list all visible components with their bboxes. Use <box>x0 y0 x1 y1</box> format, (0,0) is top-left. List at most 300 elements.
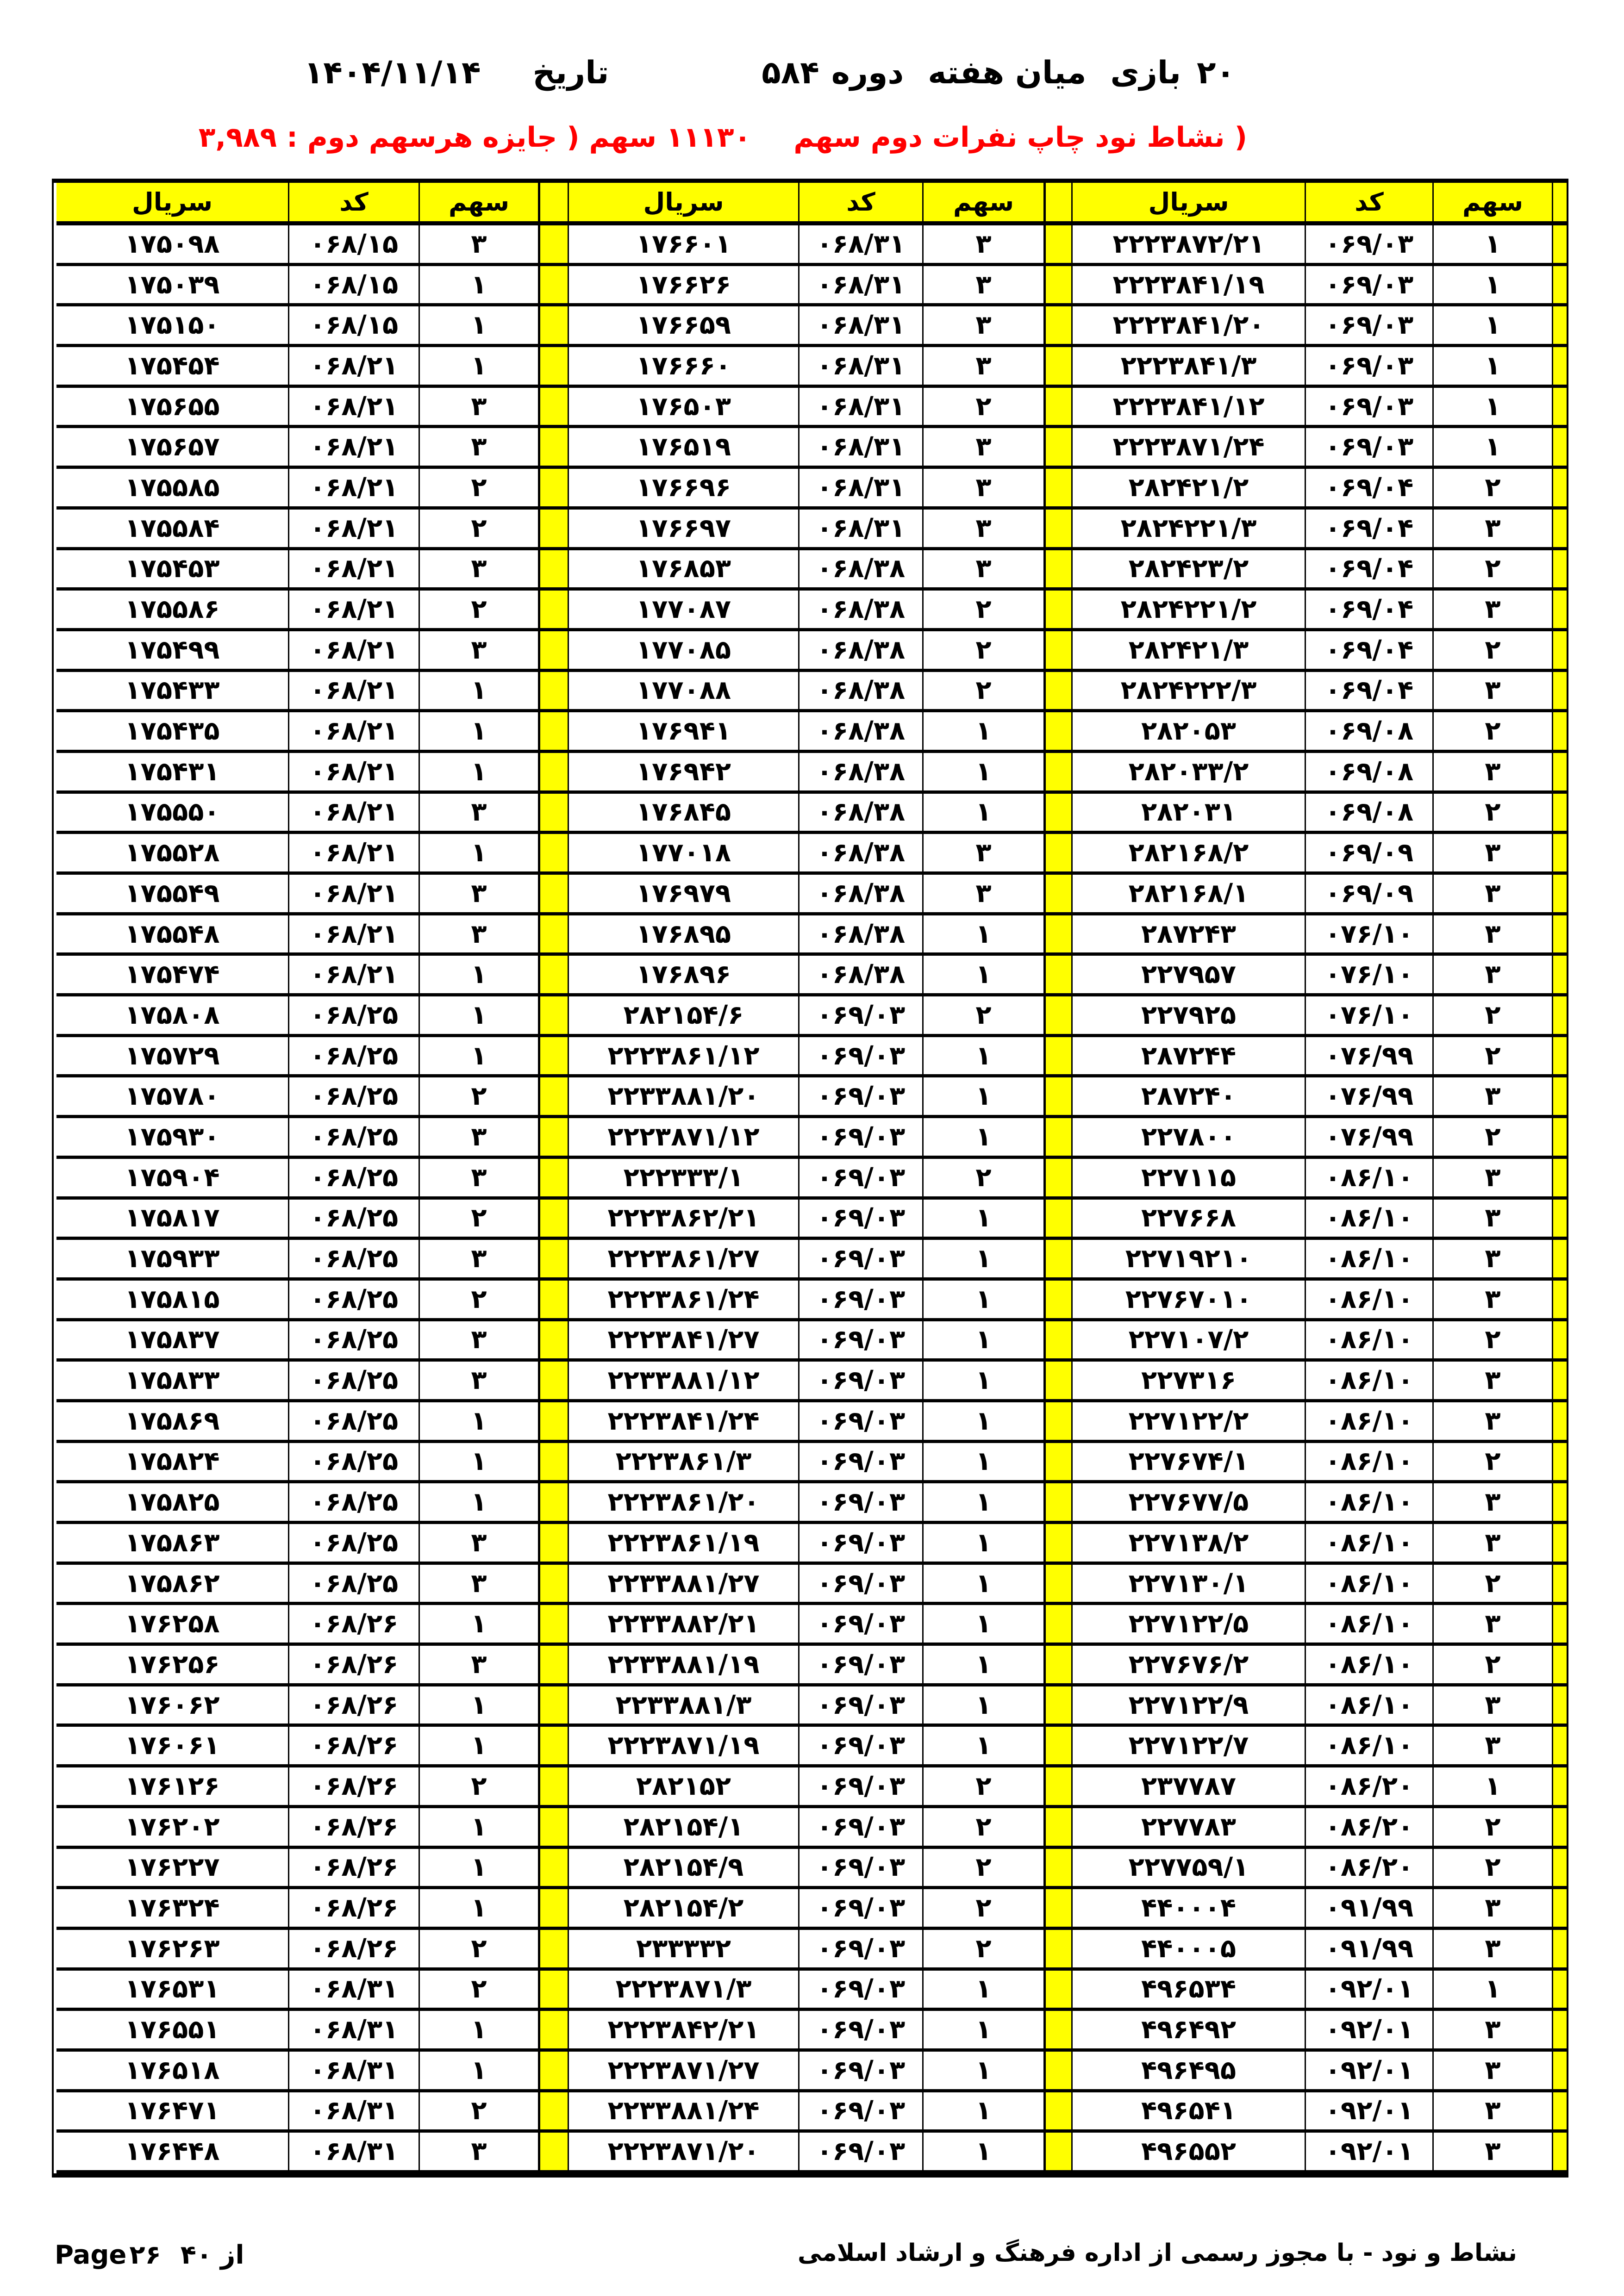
g1-share-cell: ۱ <box>1432 306 1552 347</box>
g2-serial-cell: ۲۲۲۳۸۴۱/۲۴ <box>568 1402 798 1443</box>
g2-code-cell: ۰۶۹/۰۳ <box>798 1200 922 1240</box>
page-of-label: از <box>220 2240 244 2270</box>
g1-share-cell: ۱ <box>1432 1767 1552 1808</box>
g1-code-cell: ۰۹۱/۹۹ <box>1305 1930 1432 1971</box>
g3-code-cell: ۰۶۸/۲۵ <box>288 1037 418 1078</box>
g2-code-cell: ۰۶۹/۰۳ <box>798 1889 922 1930</box>
g3-code-cell: ۰۶۸/۲۱ <box>288 875 418 915</box>
group-separator <box>1043 1524 1071 1565</box>
right-yellow-strip <box>1552 550 1567 591</box>
g3-code-cell: ۰۶۸/۲۶ <box>288 1605 418 1646</box>
g2-code-cell: ۰۶۹/۰۳ <box>798 2052 922 2092</box>
g2-share-cell: ۱ <box>922 1281 1043 1321</box>
g1-code-cell: ۰۶۹/۰۹ <box>1305 875 1432 915</box>
g2-code-cell: ۰۶۹/۰۳ <box>798 1281 922 1321</box>
g3-share-cell: ۱ <box>418 1889 538 1930</box>
g1-code-cell: ۰۸۶/۱۰ <box>1305 1321 1432 1362</box>
g1-serial-cell: ۲۸۲۰۳۳/۲ <box>1071 753 1305 794</box>
g2-serial-cell: ۱۷۶۹۴۱ <box>568 712 798 753</box>
g2-code-cell: ۰۶۹/۰۳ <box>798 1565 922 1605</box>
g1-code-cell: ۰۷۶/۹۹ <box>1305 1118 1432 1159</box>
g1-share-cell: ۱ <box>1432 1971 1552 2011</box>
group-separator <box>538 550 568 591</box>
g1-share-cell: ۲ <box>1432 996 1552 1037</box>
group-separator <box>538 996 568 1037</box>
g3-code-cell: ۰۶۸/۲۶ <box>288 1930 418 1971</box>
g1-serial-cell: ۴۹۶۴۹۵ <box>1071 2052 1305 2092</box>
group-separator <box>538 591 568 631</box>
g3-share-cell: ۳ <box>418 1159 538 1200</box>
table-row <box>54 2092 1567 2133</box>
g2-serial-cell: ۲۲۲۳۸۶۱/۲۷ <box>568 1240 798 1281</box>
group-separator <box>1043 1443 1071 1484</box>
g1-share-cell: ۳ <box>1432 1240 1552 1281</box>
g3-serial-cell: ۱۷۵۸۶۲ <box>56 1565 288 1605</box>
g1-code-cell: ۰۶۹/۰۳ <box>1305 428 1432 469</box>
group-separator <box>538 1605 568 1646</box>
group-separator <box>538 1889 568 1930</box>
right-yellow-strip <box>1552 956 1567 996</box>
g1-serial-cell: ۲۲۲۳۸۴۱/۱۹ <box>1071 266 1305 307</box>
date-label: تاریخ <box>532 55 609 91</box>
g2-share-cell: ۲ <box>922 1849 1043 1890</box>
g1-share-cell: ۲ <box>1432 1443 1552 1484</box>
g3-code-cell: ۰۶۸/۲۱ <box>288 834 418 875</box>
g1-serial-cell: ۴۹۶۵۳۴ <box>1071 1971 1305 2011</box>
g3-serial-cell: ۱۷۶۲۰۲ <box>56 1808 288 1849</box>
g2-share-cell: ۱ <box>922 1402 1043 1443</box>
group-separator <box>1043 1849 1071 1890</box>
table-row <box>54 1605 1567 1646</box>
g3-serial-cell: ۱۷۶۲۵۶ <box>56 1646 288 1686</box>
g1-serial-cell: ۲۲۲۳۸۴۱/۳ <box>1071 347 1305 388</box>
g2-share-cell: ۱ <box>922 1240 1043 1281</box>
right-yellow-strip <box>1552 1200 1567 1240</box>
g3-serial-cell: ۱۷۶۲۲۷ <box>56 1849 288 1890</box>
g3-serial-cell: ۱۷۵۶۵۵ <box>56 388 288 429</box>
right-yellow-strip <box>1552 915 1567 956</box>
right-yellow-strip <box>1552 1971 1567 2011</box>
right-yellow-strip <box>1552 2052 1567 2092</box>
g1-share-cell: ۳ <box>1432 956 1552 996</box>
g1-serial-cell: ۲۲۷۷۸۳ <box>1071 1808 1305 1849</box>
g3-code-cell: ۰۶۸/۲۵ <box>288 1281 418 1321</box>
group-separator <box>1043 631 1071 672</box>
table-row <box>54 1321 1567 1362</box>
g1-serial-cell: ۲۲۷۱۲۲/۷ <box>1071 1727 1305 1767</box>
g1-serial-cell: ۴۹۶۵۴۱ <box>1071 2092 1305 2133</box>
g1-share-cell: ۳ <box>1432 915 1552 956</box>
g2-code-cell: ۰۶۹/۰۳ <box>798 1605 922 1646</box>
g1-serial-cell: ۲۸۲۱۶۸/۱ <box>1071 875 1305 915</box>
group-separator <box>538 183 568 225</box>
group-separator <box>1043 183 1071 225</box>
g2-code-cell: ۰۶۸/۳۸ <box>798 550 922 591</box>
right-yellow-strip <box>1552 2011 1567 2052</box>
g3-serial-cell: ۱۷۵۴۳۵ <box>56 712 288 753</box>
right-yellow-strip <box>1552 1849 1567 1890</box>
g1-code-cell: ۰۸۶/۱۰ <box>1305 1443 1432 1484</box>
g3-serial-cell: ۱۷۵۴۹۹ <box>56 631 288 672</box>
g1-code-cell: ۰۸۶/۱۰ <box>1305 1362 1432 1402</box>
g1-serial-cell: ۴۹۶۵۵۲ <box>1071 2133 1305 2173</box>
g1-share-cell: ۳ <box>1432 1889 1552 1930</box>
g2-code-cell: ۰۶۹/۰۳ <box>798 1727 922 1767</box>
g1-serial-cell: ۲۲۷۹۵۷ <box>1071 956 1305 996</box>
g2-code-cell: ۰۶۹/۰۳ <box>798 2011 922 2052</box>
g3-share-cell: ۱ <box>418 1686 538 1727</box>
g2-serial-cell: ۱۷۶۶۵۹ <box>568 306 798 347</box>
g2-serial-cell: ۲۲۳۳۸۸۱/۲۰ <box>568 1077 798 1118</box>
g1-serial-cell: ۲۸۷۲۴۰ <box>1071 1077 1305 1118</box>
g3-serial-cell: ۱۷۶۵۵۱ <box>56 2011 288 2052</box>
group-separator <box>1043 1605 1071 1646</box>
table-row <box>54 1362 1567 1402</box>
g3-share-cell: ۳ <box>418 2133 538 2173</box>
g1-share-cell: ۲ <box>1432 1849 1552 1890</box>
g2-share-cell: ۳ <box>922 225 1043 266</box>
g3-serial-cell: ۱۷۵۷۲۹ <box>56 1037 288 1078</box>
g3-serial-cell: ۱۷۵۴۳۳ <box>56 672 288 713</box>
table-row <box>54 794 1567 834</box>
group-separator <box>1043 956 1071 996</box>
g2-code-cell: ۰۶۸/۳۸ <box>798 672 922 713</box>
g3-code-cell: ۰۶۸/۲۱ <box>288 915 418 956</box>
g3-code-cell: ۰۶۸/۲۱ <box>288 591 418 631</box>
g3-share-cell: ۱ <box>418 1605 538 1646</box>
table-row <box>54 1443 1567 1484</box>
g2-serial-cell: ۲۲۲۳۸۴۱/۲۷ <box>568 1321 798 1362</box>
g3-serial-cell: ۱۷۶۰۶۲ <box>56 1686 288 1727</box>
g3-serial-cell: ۱۷۵۰۹۸ <box>56 225 288 266</box>
g2-code-cell: ۰۶۸/۳۱ <box>798 225 922 266</box>
group-separator <box>538 1159 568 1200</box>
g1-share-cell: ۳ <box>1432 2011 1552 2052</box>
g2-serial-cell: ۱۷۶۶۰۱ <box>568 225 798 266</box>
g2-code-cell: ۰۶۹/۰۳ <box>798 1077 922 1118</box>
table-row <box>54 428 1567 469</box>
g3-serial-cell: ۱۷۵۴۵۳ <box>56 550 288 591</box>
g2-share-cell: ۲ <box>922 388 1043 429</box>
g3-code-cell: ۰۶۸/۲۵ <box>288 1402 418 1443</box>
g3-serial-cell: ۱۷۶۳۲۴ <box>56 1889 288 1930</box>
g2-share-cell: ۳ <box>922 875 1043 915</box>
g2-code-cell: ۰۶۹/۰۳ <box>798 1849 922 1890</box>
g2-code-cell: ۰۶۹/۰۳ <box>798 1402 922 1443</box>
group-separator <box>1043 1889 1071 1930</box>
g1-share-cell: ۱ <box>1432 428 1552 469</box>
games-label: بازی <box>1110 55 1181 91</box>
g1-serial-cell: ۲۸۷۲۴۳ <box>1071 915 1305 956</box>
g2-serial-cell: ۱۷۶۸۹۵ <box>568 915 798 956</box>
group-separator <box>538 347 568 388</box>
g1-serial-cell: ۲۲۷۶۷۶/۲ <box>1071 1646 1305 1686</box>
g1-code-cell: ۰۶۹/۰۳ <box>1305 306 1432 347</box>
g3-serial-cell: ۱۷۵۸۶۹ <box>56 1402 288 1443</box>
g1-share-cell: ۳ <box>1432 1402 1552 1443</box>
g3-serial-cell: ۱۷۶۲۶۳ <box>56 1930 288 1971</box>
g2-share-cell: ۳ <box>922 834 1043 875</box>
g2-serial-cell: ۲۸۲۱۵۴/۲ <box>568 1889 798 1930</box>
g2-serial-cell: ۲۲۲۳۳۳/۱ <box>568 1159 798 1200</box>
g1-code-cell: ۰۶۹/۰۸ <box>1305 712 1432 753</box>
g1-share-cell: ۳ <box>1432 1159 1552 1200</box>
g1-serial-cell: ۲۸۲۰۳۱ <box>1071 794 1305 834</box>
group-separator <box>538 753 568 794</box>
table-body <box>54 225 1567 2173</box>
group-separator <box>1043 2011 1071 2052</box>
header-share-g2: سهم <box>922 183 1043 225</box>
g3-code-cell: ۰۶۸/۲۵ <box>288 1443 418 1484</box>
table-row <box>54 2052 1567 2092</box>
g1-share-cell: ۳ <box>1432 1524 1552 1565</box>
group-separator <box>1043 1808 1071 1849</box>
right-yellow-strip <box>1552 1159 1567 1200</box>
table-row <box>54 956 1567 996</box>
g3-share-cell: ۳ <box>418 794 538 834</box>
g1-code-cell: ۰۹۲/۰۱ <box>1305 2092 1432 2133</box>
right-yellow-strip <box>1552 1402 1567 1443</box>
g1-serial-cell: ۲۸۲۴۲۲۲/۳ <box>1071 672 1305 713</box>
subtitle-left-part: ۱۱۱۳۰ سهم ( جایزه هرسهم دوم : ۳,۹۸۹ <box>198 121 751 154</box>
g3-code-cell: ۰۶۸/۲۶ <box>288 1808 418 1849</box>
group-separator <box>538 1443 568 1484</box>
g2-share-cell: ۲ <box>922 631 1043 672</box>
g3-code-cell: ۰۶۸/۲۵ <box>288 1159 418 1200</box>
right-yellow-strip <box>1552 1767 1567 1808</box>
g2-code-cell: ۰۶۹/۰۳ <box>798 1483 922 1524</box>
g1-code-cell: ۰۹۲/۰۱ <box>1305 2011 1432 2052</box>
group-separator <box>1043 672 1071 713</box>
table-row <box>54 1849 1567 1890</box>
g3-share-cell: ۱ <box>418 1808 538 1849</box>
g3-share-cell: ۱ <box>418 347 538 388</box>
group-separator <box>1043 1565 1071 1605</box>
g1-share-cell: ۱ <box>1432 388 1552 429</box>
g1-code-cell: ۰۸۶/۱۰ <box>1305 1240 1432 1281</box>
group-separator <box>538 672 568 713</box>
g2-share-cell: ۲ <box>922 1889 1043 1930</box>
g2-serial-cell: ۲۲۳۳۸۸۱/۲۷ <box>568 1565 798 1605</box>
g2-share-cell: ۳ <box>922 469 1043 510</box>
group-separator <box>1043 469 1071 510</box>
table-row <box>54 1971 1567 2011</box>
g2-share-cell: ۱ <box>922 1362 1043 1402</box>
g3-code-cell: ۰۶۸/۲۵ <box>288 996 418 1037</box>
g1-code-cell: ۰۸۶/۱۰ <box>1305 1483 1432 1524</box>
g2-serial-cell: ۲۲۲۳۸۷۱/۱۹ <box>568 1727 798 1767</box>
group-separator <box>538 2052 568 2092</box>
g2-code-cell: ۰۶۹/۰۳ <box>798 1037 922 1078</box>
g3-code-cell: ۰۶۸/۳۱ <box>288 2011 418 2052</box>
table-row <box>54 591 1567 631</box>
g2-share-cell: ۳ <box>922 550 1043 591</box>
group-separator <box>1043 1930 1071 1971</box>
g2-share-cell: ۳ <box>922 347 1043 388</box>
g2-code-cell: ۰۶۹/۰۳ <box>798 2092 922 2133</box>
g3-serial-cell: ۱۷۶۲۵۸ <box>56 1605 288 1646</box>
right-yellow-strip <box>1552 996 1567 1037</box>
group-separator <box>538 1849 568 1890</box>
g1-code-cell: ۰۸۶/۱۰ <box>1305 1524 1432 1565</box>
table-row <box>54 875 1567 915</box>
g2-share-cell: ۱ <box>922 1686 1043 1727</box>
g1-serial-cell: ۲۸۲۱۶۸/۲ <box>1071 834 1305 875</box>
g2-serial-cell: ۲۲۲۳۸۶۱/۳ <box>568 1443 798 1484</box>
right-yellow-strip <box>1552 1118 1567 1159</box>
g3-share-cell: ۱ <box>418 1727 538 1767</box>
group-separator <box>1043 1077 1071 1118</box>
g3-serial-cell: ۱۷۵۴۳۱ <box>56 753 288 794</box>
g2-serial-cell: ۲۲۳۳۸۸۱/۲۴ <box>568 2092 798 2133</box>
table-row <box>54 1889 1567 1930</box>
g3-share-cell: ۲ <box>418 469 538 510</box>
right-yellow-strip <box>1552 1321 1567 1362</box>
g2-code-cell: ۰۶۸/۳۱ <box>798 469 922 510</box>
g3-share-cell: ۱ <box>418 834 538 875</box>
right-yellow-strip <box>1552 388 1567 429</box>
group-separator <box>1043 1971 1071 2011</box>
g3-share-cell: ۳ <box>418 428 538 469</box>
g1-serial-cell: ۲۲۷۸۰۰ <box>1071 1118 1305 1159</box>
group-separator <box>1043 1686 1071 1727</box>
games-count: ۲۰ <box>1196 55 1235 91</box>
g1-serial-cell: ۲۲۷۱۳۸/۲ <box>1071 1524 1305 1565</box>
g2-code-cell: ۰۶۸/۳۸ <box>798 712 922 753</box>
group-separator <box>1043 1200 1071 1240</box>
right-yellow-strip <box>1552 1524 1567 1565</box>
g1-share-cell: ۲ <box>1432 469 1552 510</box>
g2-code-cell: ۰۶۸/۳۱ <box>798 510 922 550</box>
group-separator <box>538 712 568 753</box>
g1-share-cell: ۳ <box>1432 510 1552 550</box>
g1-share-cell: ۲ <box>1432 794 1552 834</box>
g2-share-cell: ۱ <box>922 2092 1043 2133</box>
g1-serial-cell: ۲۲۷۹۲۵ <box>1071 996 1305 1037</box>
header-serial-g3: سريال <box>56 183 288 225</box>
g3-code-cell: ۰۶۸/۲۵ <box>288 1524 418 1565</box>
group-separator <box>538 1971 568 2011</box>
table-row <box>54 1200 1567 1240</box>
midweek-label: میان هفته <box>928 55 1087 91</box>
g3-share-cell: ۲ <box>418 1200 538 1240</box>
table-row <box>54 1281 1567 1321</box>
g1-share-cell: ۳ <box>1432 2052 1552 2092</box>
g2-share-cell: ۱ <box>922 1524 1043 1565</box>
g1-share-cell: ۲ <box>1432 712 1552 753</box>
g3-share-cell: ۱ <box>418 956 538 996</box>
g1-code-cell: ۰۷۶/۱۰ <box>1305 996 1432 1037</box>
right-yellow-strip <box>1552 794 1567 834</box>
g2-share-cell: ۲ <box>922 1808 1043 1849</box>
g1-share-cell: ۳ <box>1432 753 1552 794</box>
g1-code-cell: ۰۷۶/۹۹ <box>1305 1037 1432 1078</box>
group-separator <box>1043 1483 1071 1524</box>
period-label: دوره <box>831 55 904 91</box>
g2-share-cell: ۲ <box>922 591 1043 631</box>
g2-code-cell: ۰۶۹/۰۳ <box>798 1159 922 1200</box>
group-separator <box>1043 306 1071 347</box>
g3-code-cell: ۰۶۸/۲۵ <box>288 1483 418 1524</box>
g2-serial-cell: ۲۲۳۳۸۸۱/۱۲ <box>568 1362 798 1402</box>
g1-serial-cell: ۲۸۲۴۲۲۱/۳ <box>1071 510 1305 550</box>
g3-serial-cell: ۱۷۶۴۷۱ <box>56 2092 288 2133</box>
right-yellow-strip <box>1552 306 1567 347</box>
group-separator <box>538 1281 568 1321</box>
group-separator <box>538 469 568 510</box>
group-separator <box>538 631 568 672</box>
g3-code-cell: ۰۶۸/۲۱ <box>288 794 418 834</box>
g1-code-cell: ۰۸۶/۲۰ <box>1305 1767 1432 1808</box>
table-row <box>54 753 1567 794</box>
right-yellow-strip <box>1552 1483 1567 1524</box>
g3-code-cell: ۰۶۸/۲۵ <box>288 1362 418 1402</box>
group-separator <box>1043 834 1071 875</box>
g1-code-cell: ۰۶۹/۰۴ <box>1305 550 1432 591</box>
g1-share-cell: ۲ <box>1432 1118 1552 1159</box>
g1-serial-cell: ۲۲۷۱۲۲/۹ <box>1071 1686 1305 1727</box>
g1-share-cell: ۳ <box>1432 1200 1552 1240</box>
g2-serial-cell: ۲۳۳۳۳۲ <box>568 1930 798 1971</box>
g3-serial-cell: ۱۷۵۸۲۵ <box>56 1483 288 1524</box>
group-separator <box>1043 591 1071 631</box>
g1-serial-cell: ۲۸۲۴۲۲۱/۲ <box>1071 591 1305 631</box>
g2-serial-cell: ۲۸۲۱۵۴/۹ <box>568 1849 798 1890</box>
g1-share-cell: ۳ <box>1432 591 1552 631</box>
header-share-g1: سهم <box>1432 183 1552 225</box>
group-separator <box>1043 1037 1071 1078</box>
g3-code-cell: ۰۶۸/۲۵ <box>288 1200 418 1240</box>
g1-code-cell: ۰۶۹/۰۸ <box>1305 794 1432 834</box>
group-separator <box>538 1321 568 1362</box>
table-row <box>54 306 1567 347</box>
table-row <box>54 2011 1567 2052</box>
right-yellow-strip <box>1552 1077 1567 1118</box>
g3-share-cell: ۳ <box>418 915 538 956</box>
g3-code-cell: ۰۶۸/۲۵ <box>288 1118 418 1159</box>
g2-share-cell: ۱ <box>922 1971 1043 2011</box>
g3-serial-cell: ۱۷۵۵۸۵ <box>56 469 288 510</box>
g3-serial-cell: ۱۷۶۵۳۱ <box>56 1971 288 2011</box>
g1-serial-cell: ۲۸۲۴۲۱/۳ <box>1071 631 1305 672</box>
group-separator <box>538 2092 568 2133</box>
g3-share-cell: ۱ <box>418 306 538 347</box>
g1-serial-cell: ۲۲۷۳۱۶ <box>1071 1362 1305 1402</box>
g3-code-cell: ۰۶۸/۳۱ <box>288 2052 418 2092</box>
g3-share-cell: ۱ <box>418 672 538 713</box>
g2-code-cell: ۰۶۸/۳۱ <box>798 347 922 388</box>
g3-share-cell: ۱ <box>418 1443 538 1484</box>
g3-code-cell: ۰۶۸/۲۶ <box>288 1767 418 1808</box>
g3-share-cell: ۱ <box>418 1402 538 1443</box>
table-header-row <box>54 183 1567 225</box>
g1-code-cell: ۰۸۶/۱۰ <box>1305 1281 1432 1321</box>
g3-code-cell: ۰۶۸/۲۱ <box>288 631 418 672</box>
group-separator <box>538 1524 568 1565</box>
g2-share-cell: ۲ <box>922 672 1043 713</box>
g2-share-cell: ۱ <box>922 1565 1043 1605</box>
g3-share-cell: ۳ <box>418 1240 538 1281</box>
right-yellow-strip <box>1552 591 1567 631</box>
group-separator <box>538 1402 568 1443</box>
g3-serial-cell: ۱۷۵۵۸۴ <box>56 510 288 550</box>
g1-serial-cell: ۲۲۲۳۸۷۱/۲۴ <box>1071 428 1305 469</box>
g1-share-cell: ۳ <box>1432 875 1552 915</box>
g2-serial-cell: ۲۲۲۳۸۶۱/۱۲ <box>568 1037 798 1078</box>
group-separator <box>538 1930 568 1971</box>
g3-share-cell: ۳ <box>418 225 538 266</box>
g1-share-cell: ۳ <box>1432 1281 1552 1321</box>
